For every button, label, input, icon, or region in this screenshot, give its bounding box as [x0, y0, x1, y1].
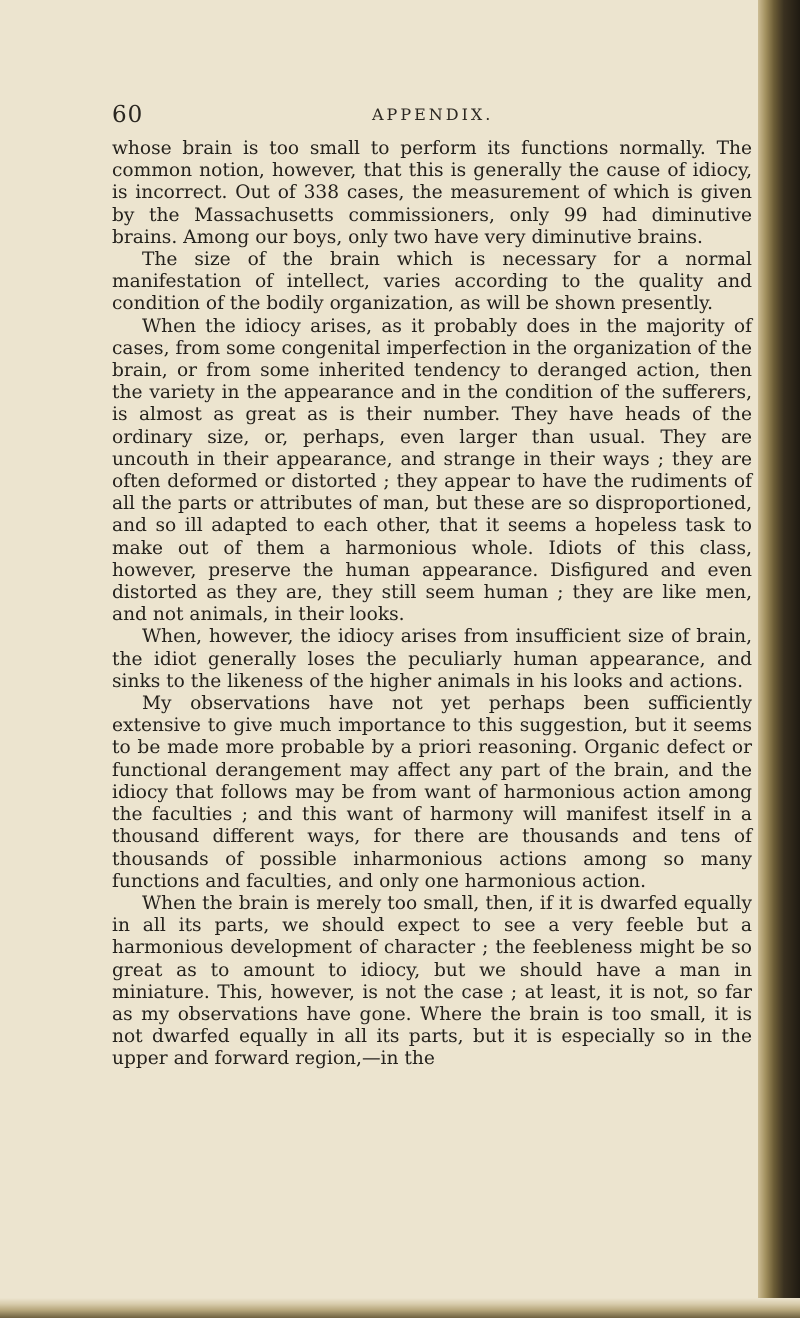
page-number: 60	[112, 102, 144, 128]
body-text	[112, 138, 752, 1071]
paragraph: When the brain is merely too small, then, if it is dwarfed equally in all its parts, we should expect to see a very feeble but a harmonious development of character ; the feebleness might be so great as to amount to idiocy, but we should have a man in miniature. This, however, is not the case ; at least, it is not, so far as my observations have gone. Where the brain is too small, it is not dwarfed equally in all its parts, but it is especially so in the upper and forward region,—in the	[112, 892, 752, 1070]
running-head: APPENDIX.	[372, 105, 494, 124]
paragraph: The size of the brain which is necessary for a normal manifestation of intellect, varies according to the quality and condition of the bodily organization, as will be shown presently.	[112, 249, 752, 315]
paragraph: When the idiocy arises, as it probably does in the majority of cases, from some congenital imperfection in the organization of the brain, or from some inherited tendency to deranged action, then the variety in the appearance and in the condition of the sufferers, is almost as great as is their number. They have heads of the ordinary size, or, perhaps, even larger than usual. They are uncouth in their appearance, and strange in their ways ; they are often deformed or distorted ; they appear to have the rudiments of all the parts or attributes of man, but these are so disproportioned, and so ill adapted to each other, that it seems a hopeless task to make out of them a harmonious whole. Idiots of this class, however, preserve the human appearance. Disfigured and even distorted as they are, they still seem human ; they are like men, and not animals, in their looks.	[112, 315, 752, 626]
page-header	[112, 100, 752, 130]
paragraph: When, however, the idiocy arises from insufficient size of brain, the idiot generally loses the peculiarly human appearance, and sinks to the likeness of the higher animals in his looks and actions.	[112, 626, 752, 692]
paragraph: whose brain is too small to perform its functions normally. The common notion, however, that this is generally the cause of idiocy, is incorrect. Out of 338 cases, the measurement of which is given by the Massachusetts commissioners, only 99 had diminutive brains. Among our boys, only two have very diminutive brains.	[112, 138, 752, 248]
paragraph: My observations have not yet perhaps been sufficiently extensive to give much importance to this suggestion, but it seems to be made more probable by a priori reasoning. Organic defect or functional derangement may affect any part of the brain, and the idiocy that follows may be from want of harmonious action among the faculties ; and this want of harmony will manifest itself in a thousand different ways, for there are thousands and tens of thousands of possible inharmonious actions among so many functions and faculties, and only one harmonious action.	[112, 693, 752, 892]
page-bottom-edge	[0, 1298, 800, 1318]
page-binding-edge	[758, 0, 800, 1318]
